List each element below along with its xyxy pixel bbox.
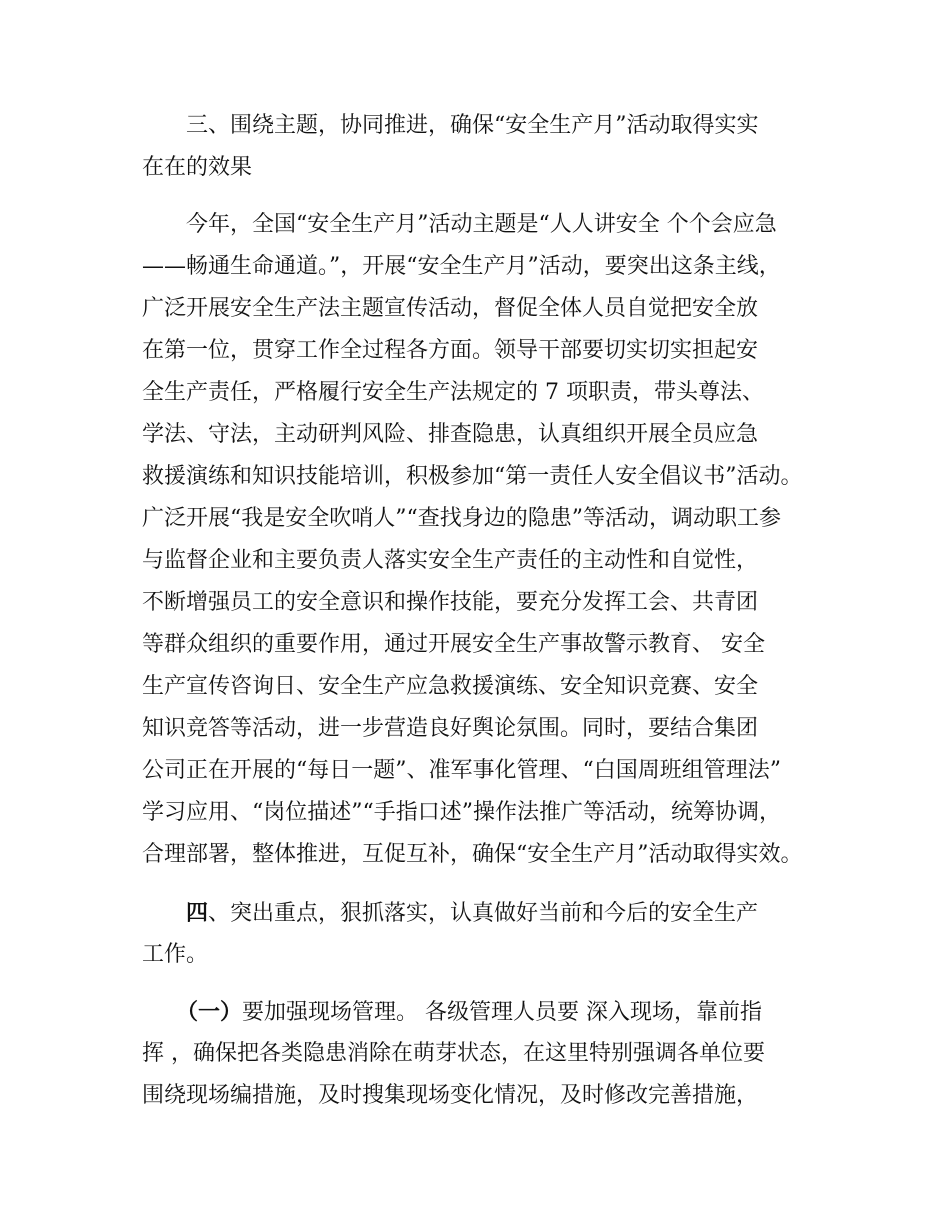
section-4-heading-text: 、突出重点，狠抓落实，认真做好当前和今后的安全生产 (208, 901, 759, 926)
section-3-body-line: 不断增强员工的安全意识和操作技能，要充分发挥工会、共青团 (142, 590, 759, 615)
subsection-1-body-line: 围绕现场编措施，及时搜集现场变化情况，及时修改完善措施， (142, 1083, 759, 1108)
section-3-body-line: 救援演练和知识技能培训，积极参加“第一责任人安全倡议书”活动。 (142, 464, 803, 489)
section-3-body-line: 合理部署，整体推进，互促互补，确保“安全生产月”活动取得实效。 (142, 842, 803, 867)
section-3-heading-line-2: 在在的效果 (142, 155, 253, 180)
section-4-heading-line-2: 工作。 (142, 942, 209, 967)
subsection-1-body-line: 挥 ，确保把各类隐患消除在萌芽状态，在这里特别强调各单位要 (142, 1041, 765, 1066)
section-3-body-line: 广泛开展“我是安全吹哨人”“查找身边的隐患”等活动，调动职工参 (142, 506, 781, 531)
section-3-body-line: 在第一位，贯穿工作全过程各方面。领导干部要切实切实担起安 (142, 338, 759, 363)
section-3-body-line: 公司正在开展的“每日一题”、准军事化管理、“白国周班组管理法” (142, 758, 781, 783)
section-3-body-line: 广泛开展安全生产法主题宣传活动，督促全体人员自觉把安全放 (142, 296, 759, 321)
section-3-body-line: 学法、守法，主动研判风险、排查隐患，认真组织开展全员应急 (142, 422, 759, 447)
section-4-heading-line-1 (186, 898, 758, 929)
section-3-body-line: 学习应用、“岗位描述”“手指口述”操作法推广等活动，统筹协调， (142, 800, 781, 825)
subsection-1-number: （一） (176, 999, 243, 1025)
section-3-body-line: 等群众组织的重要作用，通过开展安全生产事故警示教育、 安全 (142, 632, 765, 657)
section-3-body-line: 生产宣传咨询日、安全生产应急救援演练、安全知识竞赛、安全 (142, 674, 759, 699)
section-3-body-line: 全生产责任，严格履行安全生产法规定的 7 项职责，带头尊法、 (142, 380, 764, 405)
subsection-1-line-1 (176, 997, 762, 1028)
section-3-body-line: 知识竞答等活动，进一步营造良好舆论氛围。同时，要结合集团 (142, 716, 759, 741)
section-3-body-line: ——畅通生命通道。”，开展“安全生产月”活动，要突出这条主线， (142, 254, 781, 279)
section-3-body-line: 今年，全国“安全生产月”活动主题是“人人讲安全 个个会应急 (186, 212, 777, 237)
section-4-number: 四 (186, 900, 209, 926)
subsection-1-text: 要加强现场管理。 各级管理人员要 深入现场，靠前指 (242, 1000, 763, 1025)
section-3-heading-line-1: 三、围绕主题，协同推进，确保“安全生产月”活动取得实实 (186, 113, 759, 138)
section-3-body-line: 与监督企业和主要负责人落实安全生产责任的主动性和自觉性， (142, 548, 759, 573)
